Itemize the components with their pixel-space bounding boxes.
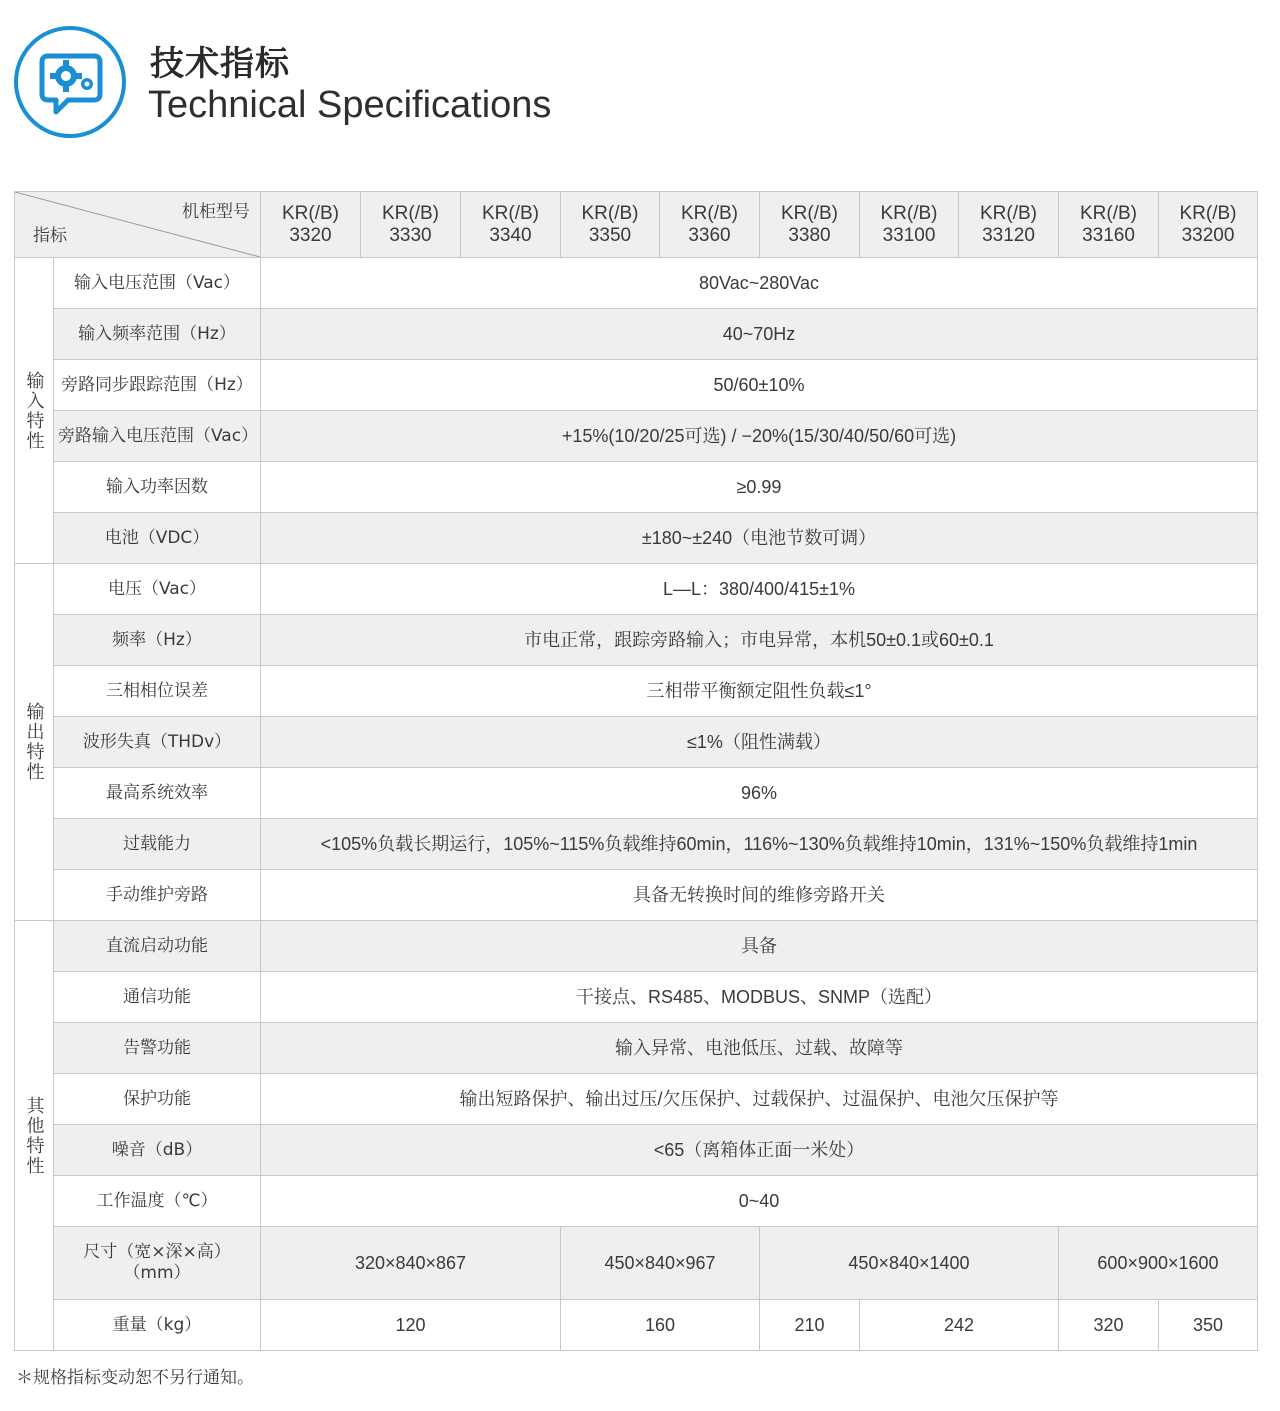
spec-value: 具备 (261, 921, 1258, 972)
spec-row (15, 1125, 1258, 1176)
model-header (361, 192, 461, 258)
spec-label: 旁路同步跟踪范围（Hz） (54, 360, 261, 411)
spec-row (15, 411, 1258, 462)
corner-model-label: 机柜型号 (182, 202, 250, 222)
category-label: 输出特性 (15, 564, 54, 921)
spec-label: 通信功能 (54, 972, 261, 1023)
spec-row (15, 309, 1258, 360)
spec-value: 三相带平衡额定阻性负载≤1° (261, 666, 1258, 717)
spec-value: 80Vac~280Vac (261, 258, 1258, 309)
weight-value: 242 (860, 1300, 1059, 1351)
spec-row (15, 462, 1258, 513)
weight-value: 320 (1059, 1300, 1159, 1351)
spec-row (15, 1074, 1258, 1125)
header-row (15, 192, 1258, 258)
spec-label: 输入电压范围（Vac） (54, 258, 261, 309)
model-header (660, 192, 760, 258)
model-number: 33160 (1082, 224, 1135, 246)
spec-value: 0~40 (261, 1176, 1258, 1227)
model-header (261, 192, 361, 258)
spec-value: 具备无转换时间的维修旁路开关 (261, 870, 1258, 921)
model-series: KR(/B) (781, 202, 838, 224)
model-number: 3340 (489, 224, 532, 246)
spec-value: 干接点、RS485、MODBUS、SNMP（选配） (261, 972, 1258, 1023)
weight-value: 210 (760, 1300, 860, 1351)
spec-table (14, 191, 1258, 1351)
spec-value: ≥0.99 (261, 462, 1258, 513)
size-value: 450×840×1400 (760, 1227, 1059, 1300)
spec-row (15, 615, 1258, 666)
weight-value: 120 (261, 1300, 561, 1351)
category-label: 其他特性 (15, 921, 54, 1351)
spec-label: 电池（VDC） (54, 513, 261, 564)
spec-label: 过载能力 (54, 819, 261, 870)
page-subtitle: Technical Specifications (148, 84, 552, 126)
model-header (461, 192, 561, 258)
model-series: KR(/B) (1179, 202, 1237, 224)
size-label: 尺寸（宽×深×高） (83, 1242, 231, 1262)
model-header (1159, 192, 1258, 258)
spec-label: 告警功能 (54, 1023, 261, 1074)
model-number: 3360 (688, 224, 731, 246)
spec-label (54, 1227, 261, 1300)
spec-value: 输入异常、电池低压、过载、故障等 (261, 1023, 1258, 1074)
size-value: 320×840×867 (261, 1227, 561, 1300)
model-header (1059, 192, 1159, 258)
spec-row (15, 360, 1258, 411)
spec-value: <105%负载长期运行，105%~115%负载维持60min，116%~130%负载维持10min，131%~150%负载维持1min (261, 819, 1258, 870)
spec-value: L—L：380/400/415±1% (261, 564, 1258, 615)
model-number: 3330 (389, 224, 432, 246)
size-value: 600×900×1600 (1059, 1227, 1258, 1300)
spec-row (15, 921, 1258, 972)
size-value: 450×840×967 (561, 1227, 760, 1300)
model-series: KR(/B) (282, 202, 339, 224)
spec-row (15, 513, 1258, 564)
model-number: 3320 (289, 224, 332, 246)
gear-chat-icon (12, 24, 128, 140)
model-number: 3350 (588, 224, 632, 246)
spec-row (15, 972, 1258, 1023)
spec-value: 96% (261, 768, 1258, 819)
spec-label: 输入频率范围（Hz） (54, 309, 261, 360)
weight-value: 350 (1159, 1300, 1258, 1351)
model-number: 33120 (982, 224, 1035, 246)
spec-label: 三相相位误差 (54, 666, 261, 717)
spec-row (15, 768, 1258, 819)
weight-value: 160 (561, 1300, 760, 1351)
spec-label: 噪音（dB） (54, 1125, 261, 1176)
model-series: KR(/B) (382, 202, 439, 224)
model-header (860, 192, 959, 258)
page-title: 技术指标 (150, 44, 290, 84)
spec-row (15, 819, 1258, 870)
size-row (15, 1227, 1258, 1300)
spec-label: 波形失真（THDv） (54, 717, 261, 768)
size-unit: （mm） (123, 1263, 191, 1283)
spec-value: ≤1%（阻性满载） (261, 717, 1258, 768)
spec-row (15, 1176, 1258, 1227)
spec-row (15, 870, 1258, 921)
model-series: KR(/B) (581, 202, 639, 224)
spec-row (15, 1023, 1258, 1074)
corner-cell (15, 192, 261, 258)
category-label: 输入特性 (15, 258, 54, 564)
model-series: KR(/B) (880, 202, 938, 224)
model-number: 3380 (788, 224, 831, 246)
spec-value: ±180~±240（电池节数可调） (261, 513, 1258, 564)
spec-label: 电压（Vac） (54, 564, 261, 615)
model-header (959, 192, 1059, 258)
spec-label: 最高系统效率 (54, 768, 261, 819)
model-header (760, 192, 860, 258)
model-series: KR(/B) (482, 202, 539, 224)
model-series: KR(/B) (681, 202, 738, 224)
spec-label: 保护功能 (54, 1074, 261, 1125)
spec-label: 重量（kg） (54, 1300, 261, 1351)
spec-value: <65（离箱体正面一米处） (261, 1125, 1258, 1176)
spec-value: 输出短路保护、输出过压/欠压保护、过载保护、过温保护、电池欠压保护等 (261, 1074, 1258, 1125)
spec-label: 手动维护旁路 (54, 870, 261, 921)
model-number: 33100 (882, 224, 936, 246)
spec-row (15, 564, 1258, 615)
footnote: ＊规格指标变动恕不另行通知。 (16, 1368, 254, 1388)
spec-label: 输入功率因数 (54, 462, 261, 513)
model-series: KR(/B) (1080, 202, 1137, 224)
weight-row (15, 1300, 1258, 1351)
spec-value: 50/60±10% (261, 360, 1258, 411)
spec-row (15, 258, 1258, 309)
spec-label: 直流启动功能 (54, 921, 261, 972)
spec-label: 旁路输入电压范围（Vac） (54, 411, 261, 462)
spec-row (15, 717, 1258, 768)
model-number: 33200 (1181, 224, 1235, 246)
corner-spec-label: 指标 (33, 226, 67, 246)
spec-label: 频率（Hz） (54, 615, 261, 666)
model-series: KR(/B) (980, 202, 1037, 224)
spec-value: 市电正常，跟踪旁路输入；市电异常，本机50±0.1或60±0.1 (261, 615, 1258, 666)
spec-value: 40~70Hz (261, 309, 1258, 360)
spec-label: 工作温度（℃） (54, 1176, 261, 1227)
spec-value: +15%(10/20/25可选) / −20%(15/30/40/50/60可选) (261, 411, 1258, 462)
model-header (561, 192, 660, 258)
spec-row (15, 666, 1258, 717)
